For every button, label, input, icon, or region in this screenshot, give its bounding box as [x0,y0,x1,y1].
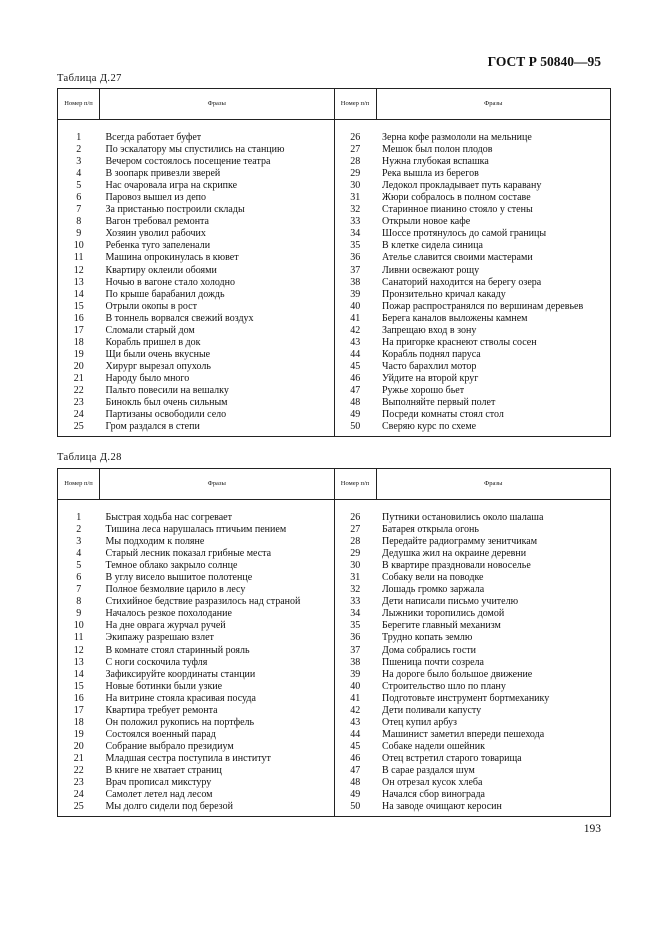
phrase-text: С ноги соскочила туфля [100,657,335,669]
table-row [58,421,611,437]
phrase-text: Собаку вели на поводке [376,572,611,584]
header-num-right: Номер п/п [334,469,376,500]
table-row [58,753,611,765]
row-number: 39 [350,668,361,680]
table-row [58,361,611,373]
phrase-text: Корабль поднял паруса [376,349,611,361]
phrase-text: Старый лесник показал грибные места [100,548,335,560]
phrase-text: Ателье славится своими мастерами [376,252,611,264]
phrase-text: Партизаны освободили село [100,409,335,421]
row-number: 14 [58,669,100,681]
phrase-text: По эскалатору мы спустились на станцию [100,144,335,156]
table-row [58,216,611,228]
row-number: 14 [58,289,100,301]
row-number: 33 [350,596,361,608]
row-number: 43 [350,336,361,348]
phrase-text: Народу было много [100,373,335,385]
row-number: 10 [58,620,100,632]
phrase-text: Машинист заметил впереди пешехода [376,729,611,741]
phrase-text: Отец встретил старого товарища [376,753,611,765]
row-number: 34 [350,228,361,240]
row-number: 7 [58,584,100,596]
row-number: 17 [58,705,100,717]
table-row [58,144,611,156]
table-d27-body [58,120,611,437]
phrase-text: Мы долго сидели под березой [100,801,335,817]
table-row [58,385,611,397]
phrase-text: Темное облако закрыло солнце [100,560,335,572]
phrase-text: Начался сбор винограда [376,789,611,801]
phrase-text: Сломали старый дом [100,325,335,337]
row-number: 26 [350,512,361,524]
row-number: 27 [350,524,361,536]
phrase-text: Собрание выбрало президиум [100,741,335,753]
row-number: 48 [350,777,361,789]
row-number: 25 [58,801,100,817]
phrase-text: Старинное пианино стояло у стены [376,204,611,216]
table-row [58,717,611,729]
phrase-text: Квартиру оклеили обоями [100,265,335,277]
phrase-text: Всегда работает буфет [100,132,335,144]
row-number: 12 [58,265,100,277]
row-number: 13 [58,657,100,669]
header-num-left: Номер п/п [58,89,100,120]
row-number: 27 [350,144,361,156]
row-number: 4 [58,168,100,180]
table-d28 [57,468,611,817]
phrase-text: Новые ботинки были узкие [100,681,335,693]
row-number: 20 [58,741,100,753]
row-number: 21 [58,753,100,765]
row-number: 16 [58,693,100,705]
phrase-text: Дома собрались гости [376,645,611,657]
phrase-text: Лошадь громко заржала [376,584,611,596]
row-number: 2 [58,524,100,536]
phrase-text: Собаке надели ошейник [376,741,611,753]
table-row [58,228,611,240]
header-phrase-right: Фразы [376,89,611,120]
row-number: 41 [350,692,361,704]
header-num-right: Номер п/п [334,89,376,120]
phrase-text: Бинокль был очень сильным [100,397,335,409]
phrase-text: Ребенка туго запеленали [100,240,335,252]
table-row [58,741,611,753]
phrase-text: Гром раздался в степи [100,421,335,437]
row-number: 32 [350,204,361,216]
row-number: 42 [350,324,361,336]
table-row [58,596,611,608]
row-number: 35 [350,240,361,252]
phrase-text: Ружье хорошо бьет [376,385,611,397]
table-d28-caption: Таблица Д.28 [57,452,122,463]
row-number: 7 [58,204,100,216]
phrase-text: Пожар распространялся по вершинам деревьев [376,301,611,313]
row-number: 38 [350,276,361,288]
table-row [58,349,611,361]
row-number: 2 [58,144,100,156]
table-row [58,669,611,681]
row-number: 9 [58,228,100,240]
row-number: 30 [350,180,361,192]
row-number: 6 [58,572,100,584]
row-number: 13 [58,277,100,289]
phrase-text: Началось резкое похолодание [100,608,335,620]
row-number: 20 [58,361,100,373]
phrase-text: Врач прописал микстуру [100,777,335,789]
phrase-text: Путники остановились около шалаша [376,512,611,524]
phrase-text: В комнате стоял старинный рояль [100,645,335,657]
row-number: 24 [58,789,100,801]
phrase-text: Полное безмолвие царило в лесу [100,584,335,596]
phrase-text: Вагон требовал ремонта [100,216,335,228]
row-number: 24 [58,409,100,421]
phrase-text: Экипажу разрешаю взлет [100,632,335,644]
phrase-text: На дне оврага журчал ручей [100,620,335,632]
row-number: 44 [350,348,361,360]
phrase-text: Состоялся военный парад [100,729,335,741]
table-row [58,572,611,584]
row-number: 17 [58,325,100,337]
phrase-text: Дети написали письмо учителю [376,596,611,608]
table-row [58,789,611,801]
row-number: 29 [350,548,361,560]
row-number: 12 [58,645,100,657]
phrase-text: Нас очаровала игра на скрипке [100,180,335,192]
row-number: 48 [350,397,361,409]
phrase-text: Пронзительно кричал какаду [376,289,611,301]
phrase-text: Он положил рукопись на портфель [100,717,335,729]
phrase-text: Подготовьте инструмент бортмеханику [376,693,611,705]
phrase-text: Корабль пришел в док [100,337,335,349]
table-row [58,277,611,289]
phrase-text: Дедушка жил на окраине деревни [376,548,611,560]
row-number: 23 [58,397,100,409]
row-number: 46 [350,372,361,384]
table-d28-body [58,500,611,817]
table-row [58,765,611,777]
header-phrase-right: Фразы [376,469,611,500]
header-num-left: Номер п/п [58,469,100,500]
table-row [58,252,611,264]
phrase-text: По крыше барабанил дождь [100,289,335,301]
phrase-text: Берегите главный механизм [376,620,611,632]
row-number: 8 [58,596,100,608]
page-number: 193 [583,823,601,835]
row-number: 26 [350,132,361,144]
phrase-text: Он отрезал кусок хлеба [376,777,611,789]
table-row [58,168,611,180]
row-number: 36 [350,632,361,644]
phrase-text: Берега каналов выложены камнем [376,313,611,325]
table-row [58,512,611,524]
table-row [58,632,611,644]
row-number: 8 [58,216,100,228]
phrase-text: Шоссе протянулось до самой границы [376,228,611,240]
row-number: 18 [58,717,100,729]
row-number: 10 [58,240,100,252]
table-row [58,560,611,572]
phrase-text: В клетке сидела синица [376,240,611,252]
table-row [58,265,611,277]
row-number: 45 [350,740,361,752]
table-row [58,536,611,548]
header-phrase-left: Фразы [100,469,335,500]
phrase-text: Строительство шло по плану [376,681,611,693]
phrase-text: Ночью в вагоне стало холодно [100,277,335,289]
phrase-text: В тоннель ворвался свежий воздух [100,313,335,325]
row-number: 21 [58,373,100,385]
row-number: 47 [350,765,361,776]
row-number: 5 [58,560,100,572]
table-row [58,548,611,560]
phrase-text: На дороге было большое движение [376,669,611,681]
row-number: 37 [350,264,361,276]
table-row [58,409,611,421]
table-row [58,132,611,144]
row-number: 28 [350,156,361,168]
row-number: 1 [58,132,100,144]
phrase-text: Река вышла из берегов [376,168,611,180]
row-number: 32 [350,584,361,596]
row-number: 18 [58,337,100,349]
row-number: 35 [350,620,361,632]
row-number: 42 [350,704,361,716]
row-number: 25 [58,421,100,437]
row-number: 38 [350,656,361,668]
table-row [58,204,611,216]
phrase-text: За пристанью построили склады [100,204,335,216]
phrase-text: Жюри собралось в полном составе [376,192,611,204]
row-number: 37 [350,644,361,656]
phrase-text: Батарея открыла огонь [376,524,611,536]
table-row [58,608,611,620]
table-row [58,584,611,596]
phrase-text: Быстрая ходьба нас согревает [100,512,335,524]
row-number: 49 [350,409,361,421]
table-d27-caption: Таблица Д.27 [57,73,122,84]
row-number: 34 [350,608,361,620]
phrase-text: Уйдите на второй круг [376,373,611,385]
phrase-text: Пшеница почти созрела [376,657,611,669]
phrase-text: Стихийное бедствие разразилось над страной [100,596,335,608]
table-row [58,301,611,313]
row-number: 23 [58,777,100,789]
row-number: 40 [350,300,361,312]
table-row [58,801,611,817]
row-number: 43 [350,716,361,728]
phrase-text: Зафиксируйте координаты станции [100,669,335,681]
phrase-text: Мешок был полон плодов [376,144,611,156]
row-number: 49 [350,789,361,801]
phrase-text: На пригорке краснеют стволы сосен [376,337,611,349]
row-number: 9 [58,608,100,620]
phrase-text: В книге не хватает страниц [100,765,335,777]
phrase-text: Санаторий находится на берегу озера [376,277,611,289]
phrase-text: Ливни освежают рощу [376,265,611,277]
phrase-text: Ледокол прокладывает путь каравану [376,180,611,192]
table-row [58,777,611,789]
phrase-text: Пальто повесили на вешалку [100,385,335,397]
phrase-text: Квартира требует ремонта [100,705,335,717]
table-row [58,729,611,741]
table-d27 [57,88,611,437]
phrase-text: Дети поливали капусту [376,705,611,717]
row-number: 5 [58,180,100,192]
row-number: 40 [350,680,361,692]
table-row [58,180,611,192]
table-row [58,645,611,657]
row-number: 44 [350,728,361,740]
row-number: 22 [58,385,100,397]
row-number: 33 [350,216,361,228]
row-number: 29 [350,168,361,180]
phrase-text: Хозяин уволил рабочих [100,228,335,240]
table-row [58,240,611,252]
table-row [58,156,611,168]
phrase-text: В углу висело вышитое полотенце [100,572,335,584]
phrase-text: Передайте радиограмму зенитчикам [376,536,611,548]
table-row [58,693,611,705]
table-row [58,289,611,301]
phrase-text: На заводе очищают керосин [376,801,611,817]
phrase-text: Лыжники торопились домой [376,608,611,620]
phrase-text: Паровоз вышел из депо [100,192,335,204]
row-number: 11 [58,252,100,264]
phrase-text: Выполняйте первый полет [376,397,611,409]
phrase-text: Мы подходим к поляне [100,536,335,548]
phrase-text: На витрине стояла красивая посуда [100,693,335,705]
row-number: 3 [58,156,100,168]
row-number: 15 [58,301,100,313]
phrase-text: Часто барахлил мотор [376,361,611,373]
row-number: 50 [334,421,376,437]
row-number: 39 [350,288,361,300]
table-row [58,192,611,204]
document-code: ГОСТ Р 50840—95 [487,54,601,69]
phrase-text: Хирург вырезал опухоль [100,361,335,373]
table-row [58,524,611,536]
phrase-text: Отец купил арбуз [376,717,611,729]
row-number: 4 [58,548,100,560]
phrase-text: Младшая сестра поступила в институт [100,753,335,765]
row-number: 45 [350,360,361,372]
row-number: 41 [350,312,361,324]
phrase-text: Нужна глубокая вспашка [376,156,611,168]
phrase-text: Сверяю курс по схеме [376,421,611,437]
table-row [58,705,611,717]
table-row [58,373,611,385]
phrase-text: Вечером состоялось посещение театра [100,156,335,168]
phrase-text: Самолет летел над лесом [100,789,335,801]
table-row [58,397,611,409]
phrase-text: Открыли новое кафе [376,216,611,228]
phrase-text: В квартире праздновали новоселье [376,560,611,572]
table-row [58,325,611,337]
phrase-text: Посреди комнаты стоял стол [376,409,611,421]
row-number: 31 [350,572,361,584]
row-number: 16 [58,313,100,325]
row-number: 46 [350,752,361,764]
header-phrase-left: Фразы [100,89,335,120]
phrase-text: Запрещаю вход в зону [376,325,611,337]
row-number: 3 [58,536,100,548]
row-number: 28 [350,536,361,548]
row-number: 19 [58,349,100,361]
table-row [58,313,611,325]
row-number: 36 [350,252,361,264]
row-number: 50 [334,801,376,817]
row-number: 6 [58,192,100,204]
phrase-text: Зерна кофе размололи на мельнице [376,132,611,144]
row-number: 47 [350,385,361,396]
table-row [58,681,611,693]
row-number: 30 [350,560,361,572]
row-number: 19 [58,729,100,741]
phrase-text: Отрыли окопы в рост [100,301,335,313]
phrase-text: Тишина леса нарушалась птичьим пением [100,524,335,536]
table-row [58,337,611,349]
phrase-text: Щи были очень вкусные [100,349,335,361]
row-number: 1 [58,512,100,524]
phrase-text: В сарае раздался шум [376,765,611,777]
row-number: 11 [58,632,100,644]
row-number: 22 [58,765,100,777]
phrase-text: Машина опрокинулась в кювет [100,252,335,264]
table-row [58,657,611,669]
phrase-text: Трудно копать землю [376,632,611,644]
table-row [58,620,611,632]
row-number: 15 [58,681,100,693]
phrase-text: В зоопарк привезли зверей [100,168,335,180]
row-number: 31 [350,192,361,204]
